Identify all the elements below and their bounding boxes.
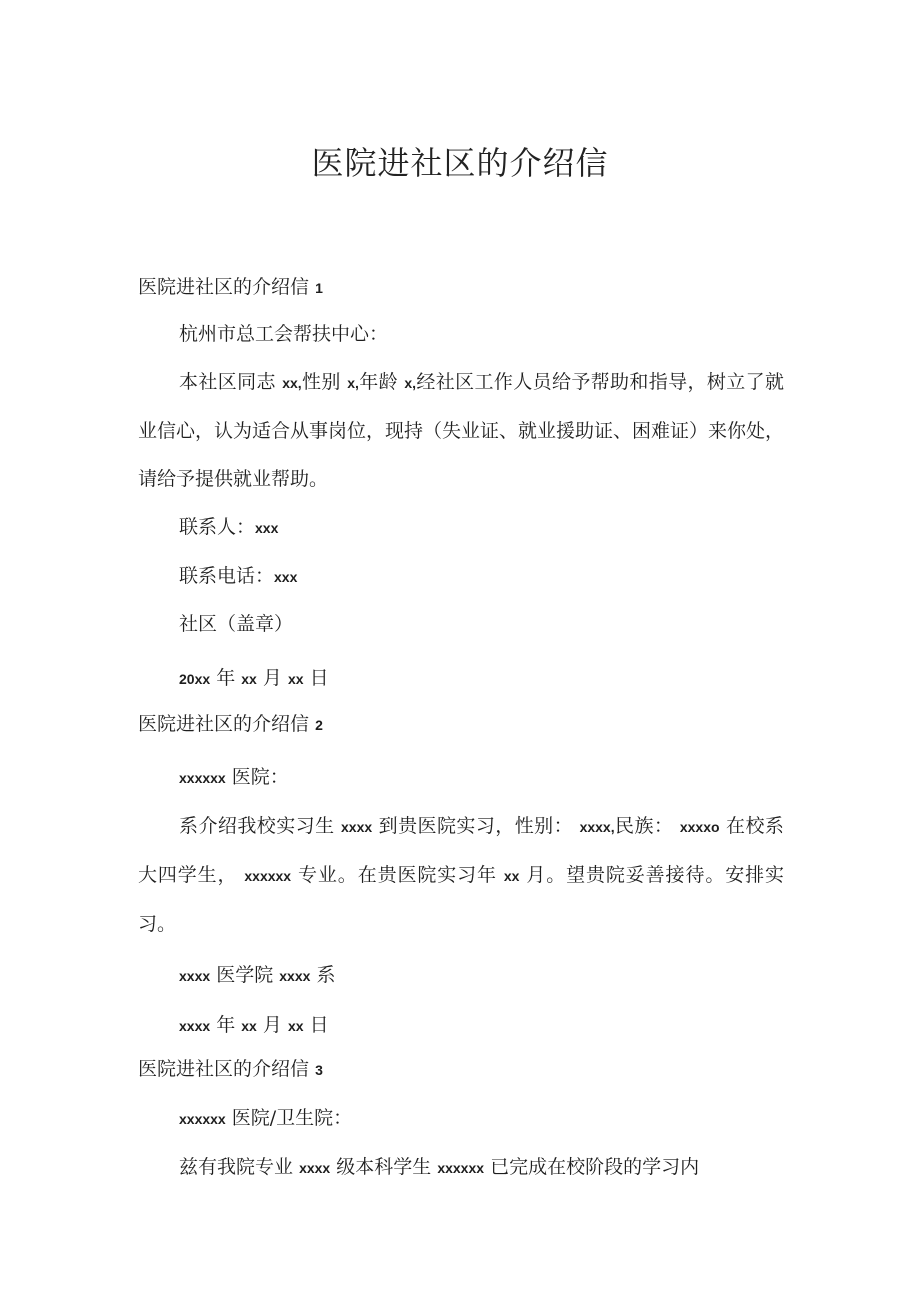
placeholder-value: xxxx	[279, 968, 311, 984]
section-2-heading	[138, 712, 323, 737]
body-text: 到贵医院实习，性别：	[378, 815, 574, 837]
placeholder-value: xxxxo	[679, 819, 720, 835]
body-text: 专业。在贵医院实习年	[298, 864, 497, 886]
placeholder-value: x,	[404, 375, 417, 391]
contact-value: xxx	[255, 520, 279, 536]
placeholder-value: x,	[347, 375, 359, 391]
section-1-seal: 社区（盖章）	[179, 613, 294, 635]
body-text: 级本科学生	[336, 1156, 432, 1178]
recipient-text: 医院：	[231, 766, 289, 788]
section-2-signature	[179, 963, 335, 988]
phone-label: 联系电话：	[179, 565, 275, 587]
date-unit: 日	[309, 667, 329, 689]
signature-text: 医学院	[216, 964, 274, 986]
document-title: 医院进社区的介绍信	[311, 144, 609, 182]
date-unit: 年	[216, 667, 236, 689]
placeholder-value: xxxx	[341, 819, 373, 835]
section-3-body	[179, 1155, 699, 1180]
section-1-heading	[138, 275, 323, 300]
body-text: 民族：	[614, 815, 674, 837]
section-number: 2	[315, 717, 323, 733]
recipient-text: 医院/卫生院：	[231, 1107, 353, 1129]
body-text: 月。望贵院妥善接待。安排实习。	[138, 864, 784, 935]
body-text: 已完成在校阶段的学习内	[490, 1156, 700, 1178]
placeholder-value: xxxxxx	[179, 1111, 226, 1127]
date-unit: 月	[262, 1014, 282, 1036]
body-text: 性别	[301, 371, 341, 393]
section-1-body	[138, 358, 784, 503]
date-unit: 年	[216, 1014, 236, 1036]
section-2-recipient	[179, 765, 289, 790]
section-1-contact	[179, 515, 278, 540]
placeholder-value: xx	[503, 868, 520, 884]
section-number: 3	[315, 1062, 323, 1078]
section-3-heading	[138, 1057, 323, 1082]
placeholder-value: xxxx	[179, 968, 211, 984]
section-number: 1	[315, 280, 323, 296]
body-text: 经社区工作人员给予帮助和指导，树立了就业信心，认为适合从事岗位，现持（失业证、就业援助证、困难证）来你处，请给予提供就业帮助。	[138, 371, 785, 490]
placeholder-value: xxxx	[299, 1160, 331, 1176]
body-text: 本社区同志	[179, 371, 276, 393]
date-unit: 月	[262, 667, 282, 689]
section-1-phone	[179, 564, 297, 589]
contact-label: 联系人：	[179, 516, 256, 538]
section-heading-text: 医院进社区的介绍信	[138, 713, 310, 735]
placeholder-value: xxxxxx	[244, 868, 292, 884]
body-text: 在校系大四学生，	[138, 815, 784, 886]
body-text: 年龄	[358, 371, 398, 393]
section-heading-text: 医院进社区的介绍信	[138, 1058, 310, 1080]
section-1-date	[179, 666, 329, 691]
body-text: 兹有我院专业	[179, 1156, 294, 1178]
section-3-recipient	[179, 1106, 352, 1131]
section-1-recipient: 杭州市总工会帮扶中心：	[179, 323, 389, 345]
body-text: 系介绍我校实习生	[179, 815, 335, 837]
signature-text: 系	[316, 964, 336, 986]
section-2-date	[179, 1013, 329, 1038]
date-day: xx	[287, 1018, 304, 1034]
date-month: xx	[241, 1018, 257, 1034]
date-year: xxxx	[179, 1018, 211, 1034]
date-day: xx	[287, 671, 304, 687]
placeholder-value: xxxxxx	[179, 770, 226, 786]
placeholder-value: xx,	[282, 375, 302, 391]
date-unit: 日	[309, 1014, 329, 1036]
phone-value: xxx	[274, 569, 298, 585]
date-month: xx	[241, 671, 257, 687]
section-heading-text: 医院进社区的介绍信	[138, 276, 310, 298]
placeholder-value: xxxxxx	[437, 1160, 485, 1176]
date-year: 20xx	[179, 671, 211, 687]
section-2-body	[138, 802, 784, 948]
placeholder-value: xxxx,	[579, 819, 615, 835]
